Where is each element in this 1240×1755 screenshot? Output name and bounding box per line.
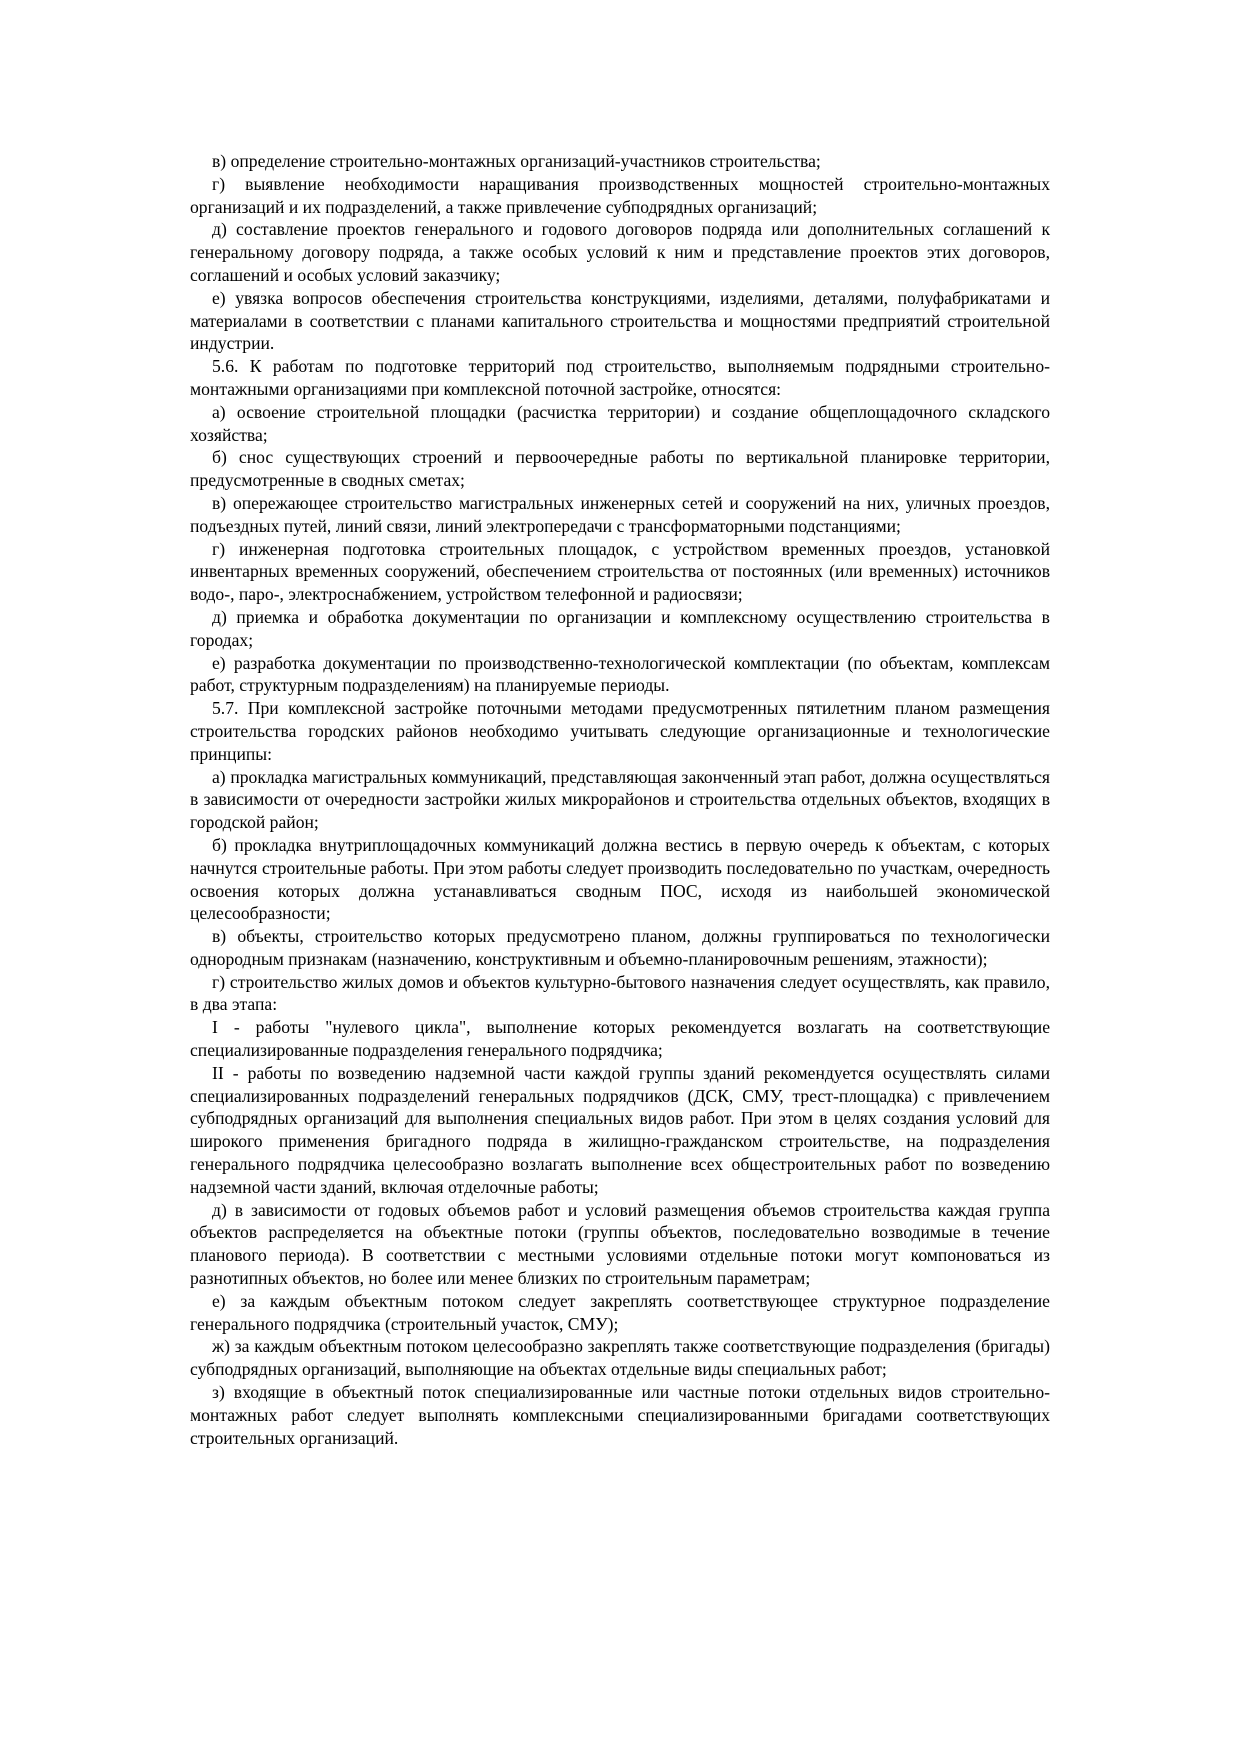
paragraph-item-zh-subcontractors: ж) за каждым объектным потоком целесообразно закреплять также соответствующие подразделения (бригады) субподрядных организаций, выполняющие на объектах отдельные виды специальных работ; xyxy=(190,1336,1050,1380)
paragraph-item-b-demolition: б) снос существующих строений и первоочередные работы по вертикальной планировке территории, предусмотренные в сводных сметах; xyxy=(190,447,1050,491)
paragraph-item-a-mains: а) прокладка магистральных коммуникаций, представляющая законченный этап работ, должна осуществляться в зависимости от очередности застройки жилых микрорайонов и строительства отдельных объектов, входящих в городской район; xyxy=(190,766,1050,833)
paragraph-item-v-grouping: в) объекты, строительство которых предусмотрено планом, должны группироваться по технологически однородным признакам (назначению, конструктивным и объемно-планировочным решениям, этажности); xyxy=(190,926,1050,969)
paragraph-item-e-assignment: е) за каждым объектным потоком следует закреплять соответствующее структурное подразделение генерального подрядчика (строительный участок, СМУ); xyxy=(190,1290,1050,1334)
paragraph-item-v-contractors: в) определение строительно-монтажных организаций-участников строительства; xyxy=(212,151,821,171)
paragraph-item-d-documentation: д) приемка и обработка документации по организации и комплексному осуществлению строительства в городах; xyxy=(190,606,1050,650)
paragraph-item-v-networks: в) опережающее строительство магистральных инженерных сетей и сооружений на них, уличных проездов, подъездных путей, линий связи, линий электропередачи с трансформаторными подстанциями; xyxy=(190,492,1050,536)
paragraph-item-a-site: а) освоение строительной площадки (расчистка территории) и создание общеплощадочного складского хозяйства; xyxy=(190,401,1050,445)
paragraph-item-g-stages: г) строительство жилых домов и объектов культурно-бытового назначения следует осуществлять, как правило, в два этапа: xyxy=(190,971,1050,1015)
paragraph-item-d-contracts: д) составление проектов генерального и годового договоров подряда или дополнительных соглашений к генеральному договору подряда, а также особых условий к ним и представление проектов этих договоров, соглашений и особых условий заказчику; xyxy=(190,219,1050,285)
paragraph-item-e-supply: е) увязка вопросов обеспечения строительства конструкциями, изделиями, деталями, полуфабрикатами и материалами в соответствии с планами капитального строительства и мощностями предприятий строительной индустрии. xyxy=(190,287,1050,354)
paragraph-item-z-brigades: з) входящие в объектный поток специализированные или частные потоки отдельных видов строительно-монтажных работ следует выполнять комплексными специализированными бригадами соответствующих строительных организаций. xyxy=(190,1382,1050,1448)
paragraph-item-e-completion: е) разработка документации по производственно-технологической комплектации (по объектам, комплексам работ, структурным подразделениям) на планируемые периоды. xyxy=(190,652,1050,696)
paragraph-item-d-flows: д) в зависимости от годовых объемов работ и условий размещения объемов строительства каждая группа объектов распределяется на объектные потоки (группы объектов, последовательно возводимые в течение планового периода). В соответствии с местными условиями отдельные потоки могут компоноваться из разнотипных объектов, но более или менее близких по строительным параметрам; xyxy=(190,1199,1050,1289)
document-page xyxy=(190,150,1050,1449)
paragraph-item-g-capacity: г) выявление необходимости наращивания производственных мощностей строительно-монтажных организаций и их подразделений, а также привлечение субподрядных организаций; xyxy=(190,173,1050,217)
paragraph-stage-1: I - работы "нулевого цикла", выполнение которых рекомендуется возлагать на соответствующие специализированные подразделения генерального подрядчика; xyxy=(190,1017,1050,1061)
paragraph-section-5-6: 5.6. К работам по подготовке территорий под строительство, выполняемым подрядными строительно-монтажными организациями при комплексной поточной застройке, относятся: xyxy=(190,356,1050,399)
paragraph-stage-2: II - работы по возведению надземной части каждой группы зданий рекомендуется осуществлять силами специализированных подразделений генеральных подрядчиков (ДСК, СМУ, трест-площадка) с привлечением субподрядных организаций для выполнения специальных видов работ. При этом в целях создания условий для широкого применения бригадного подряда в жилищно-гражданском строительстве, на подразделения генерального подрядчика целесообразно возлагать выполнение всех общестроительных работ по возведению надземной части зданий, включая отделочные работы; xyxy=(190,1062,1050,1197)
paragraph-item-b-onsite: б) прокладка внутриплощадочных коммуникаций должна вестись в первую очередь к объектам, с которых начнутся строительные работы. При этом работы следует производить последовательно по участкам, очередность освоения которых должна устанавливаться сводным ПОС, исходя из наибольшей экономической целесообразности; xyxy=(190,834,1050,924)
paragraph-section-5-7: 5.7. При комплексной застройке поточными методами предусмотренных пятилетним планом размещения строительства городских районов необходимо учитывать следующие организационные и технологические принципы: xyxy=(190,698,1050,764)
paragraph-item-g-engineering: г) инженерная подготовка строительных площадок, с устройством временных проездов, установкой инвентарных временных сооружений, обеспечением строительства от постоянных (или временных) источников водо-, паро-, электроснабжением, устройством телефонной и радиосвязи; xyxy=(190,538,1050,605)
